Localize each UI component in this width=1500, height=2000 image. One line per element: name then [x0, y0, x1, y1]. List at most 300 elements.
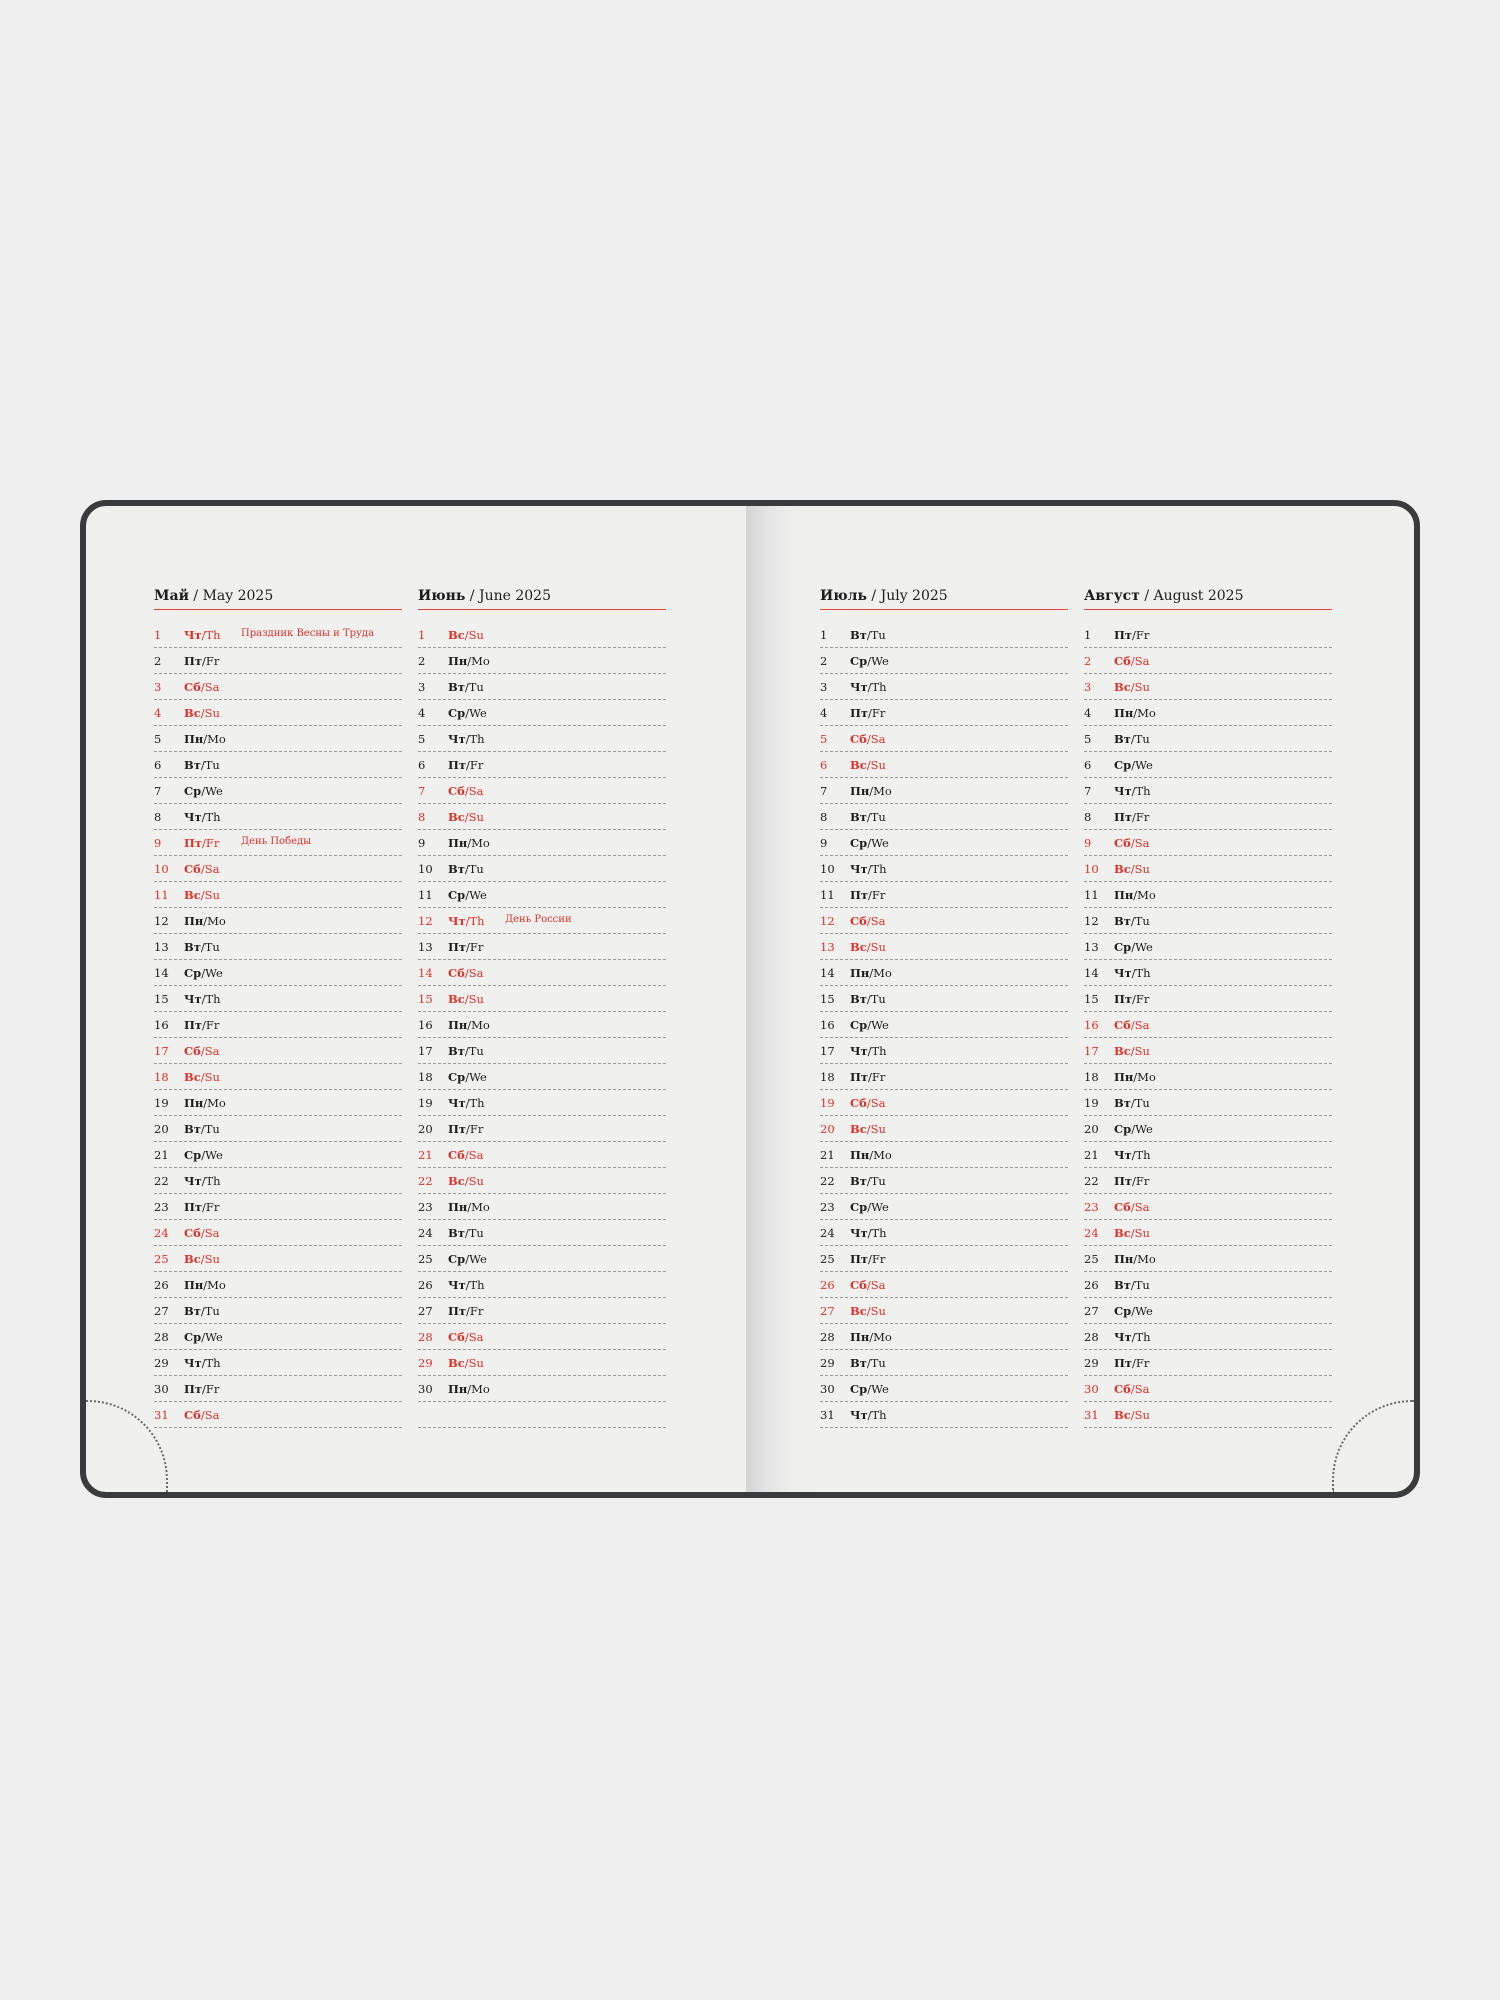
- day-row: [154, 1298, 402, 1324]
- day-number: 20: [154, 1122, 169, 1136]
- weekday-label: Чт/Th: [1114, 1330, 1151, 1344]
- day-row: [154, 1064, 402, 1090]
- day-number: 1: [820, 628, 828, 642]
- weekday-label: Пт/Fr: [850, 1070, 886, 1084]
- weekday-label: Сб/Sa: [448, 784, 484, 798]
- weekday-label: Вс/Su: [448, 810, 484, 824]
- weekday-label: Вт/Tu: [1114, 1278, 1150, 1292]
- weekday-label: Чт/Th: [448, 1096, 485, 1110]
- day-row: [154, 1376, 402, 1402]
- day-number: 26: [418, 1278, 433, 1292]
- weekday-label: Ср/We: [1114, 1304, 1153, 1318]
- weekday-label: Сб/Sa: [448, 966, 484, 980]
- weekday-label: Ср/We: [850, 1200, 889, 1214]
- day-row: [1084, 1116, 1332, 1142]
- day-number: 14: [1084, 966, 1099, 980]
- weekday-label: Сб/Sa: [184, 1408, 220, 1422]
- day-row: [154, 908, 402, 934]
- weekday-label: Вт/Tu: [850, 992, 886, 1006]
- weekday-label: Чт/Th: [850, 862, 887, 876]
- weekday-label: Вс/Su: [1114, 862, 1150, 876]
- day-row: [154, 1350, 402, 1376]
- weekday-label: Вс/Su: [184, 888, 220, 902]
- weekday-label: Пн/Mo: [184, 1096, 226, 1110]
- day-number: 2: [418, 654, 426, 668]
- day-row: [1084, 648, 1332, 674]
- weekday-label: Сб/Sa: [184, 1226, 220, 1240]
- day-number: 10: [820, 862, 835, 876]
- weekday-label: Вт/Tu: [184, 1304, 220, 1318]
- weekday-label: Вс/Su: [448, 992, 484, 1006]
- day-number: 2: [154, 654, 162, 668]
- day-number: 21: [418, 1148, 433, 1162]
- day-number: 30: [820, 1382, 835, 1396]
- day-row: [820, 960, 1068, 986]
- weekday-label: Вс/Su: [448, 628, 484, 642]
- weekday-label: Пн/Mo: [184, 1278, 226, 1292]
- weekday-label: Пн/Mo: [448, 836, 490, 850]
- weekday-label: Вт/Tu: [448, 680, 484, 694]
- day-row: [418, 908, 666, 934]
- day-number: 9: [820, 836, 828, 850]
- day-row: [820, 1324, 1068, 1350]
- weekday-label: Сб/Sa: [448, 1148, 484, 1162]
- month-column-may: [154, 586, 402, 1428]
- day-row: [820, 1272, 1068, 1298]
- month-name-ru: Июль: [820, 588, 867, 604]
- weekday-label: Вт/Tu: [184, 940, 220, 954]
- day-number: 30: [154, 1382, 169, 1396]
- day-row: [1084, 830, 1332, 856]
- day-number: 14: [418, 966, 433, 980]
- day-row: [1084, 674, 1332, 700]
- day-row: [1084, 1402, 1332, 1428]
- day-row: [1084, 1220, 1332, 1246]
- day-row: [418, 1064, 666, 1090]
- day-number: 23: [418, 1200, 433, 1214]
- planner-spread: [80, 500, 1420, 1498]
- day-row: [418, 1038, 666, 1064]
- day-row: [418, 1116, 666, 1142]
- day-number: 8: [418, 810, 426, 824]
- day-row: [1084, 1090, 1332, 1116]
- weekday-label: Чт/Th: [448, 1278, 485, 1292]
- day-row: [820, 1402, 1068, 1428]
- day-list: [154, 622, 402, 1428]
- day-number: 24: [418, 1226, 433, 1240]
- day-row: [154, 752, 402, 778]
- day-row: [820, 648, 1068, 674]
- weekday-label: Чт/Th: [850, 680, 887, 694]
- day-number: 25: [418, 1252, 433, 1266]
- day-row: [418, 1142, 666, 1168]
- day-row: [1084, 1142, 1332, 1168]
- month-header: Май / May 2025: [154, 586, 402, 610]
- day-number: 29: [1084, 1356, 1099, 1370]
- day-number: 28: [820, 1330, 835, 1344]
- day-number: 18: [418, 1070, 433, 1084]
- day-row: [154, 700, 402, 726]
- weekday-label: Сб/Sa: [184, 862, 220, 876]
- weekday-label: Сб/Sa: [1114, 1200, 1150, 1214]
- day-number: 17: [820, 1044, 835, 1058]
- weekday-label: Пт/Fr: [850, 1252, 886, 1266]
- weekday-label: Вт/Tu: [448, 1044, 484, 1058]
- day-row: [1084, 882, 1332, 908]
- month-name-ru: Август: [1084, 588, 1140, 604]
- day-number: 19: [418, 1096, 433, 1110]
- day-number: 26: [154, 1278, 169, 1292]
- month-name-en: June 2025: [478, 588, 551, 604]
- day-number: 8: [1084, 810, 1092, 824]
- weekday-label: Ср/We: [448, 706, 487, 720]
- weekday-label: Пт/Fr: [448, 940, 484, 954]
- day-row: [1084, 1324, 1332, 1350]
- day-number: 10: [154, 862, 169, 876]
- weekday-label: Сб/Sa: [448, 1330, 484, 1344]
- weekday-label: Пт/Fr: [184, 1200, 220, 1214]
- day-number: 22: [820, 1174, 835, 1188]
- day-number: 11: [154, 888, 169, 902]
- day-list: [820, 622, 1068, 1428]
- day-number: 26: [1084, 1278, 1099, 1292]
- day-row: [418, 1090, 666, 1116]
- weekday-label: Ср/We: [850, 1382, 889, 1396]
- day-number: 11: [418, 888, 433, 902]
- day-row: [820, 1142, 1068, 1168]
- weekday-label: Пт/Fr: [184, 1018, 220, 1032]
- day-row: [418, 700, 666, 726]
- day-number: 6: [154, 758, 162, 772]
- weekday-label: Сб/Sa: [850, 1278, 886, 1292]
- month-name-ru: Май: [154, 588, 189, 604]
- day-number: 31: [154, 1408, 169, 1422]
- day-row: [418, 648, 666, 674]
- day-row: [1084, 1376, 1332, 1402]
- weekday-label: Пн/Mo: [850, 784, 892, 798]
- day-row: [154, 674, 402, 700]
- day-number: 25: [820, 1252, 835, 1266]
- day-row: [820, 1064, 1068, 1090]
- weekday-label: Пт/Fr: [448, 1122, 484, 1136]
- weekday-label: Чт/Th: [184, 1174, 221, 1188]
- day-number: 19: [1084, 1096, 1099, 1110]
- day-row: [418, 830, 666, 856]
- holiday-label: День России: [505, 914, 572, 925]
- month-name-ru: Июнь: [418, 588, 466, 604]
- day-number: 9: [418, 836, 426, 850]
- weekday-label: Чт/Th: [184, 992, 221, 1006]
- day-row: [1084, 700, 1332, 726]
- weekday-label: Вт/Tu: [850, 810, 886, 824]
- weekday-label: Вс/Su: [184, 1252, 220, 1266]
- day-row: [820, 1298, 1068, 1324]
- day-number: 8: [820, 810, 828, 824]
- day-row: [820, 1116, 1068, 1142]
- day-number: 6: [1084, 758, 1092, 772]
- day-row: [154, 1246, 402, 1272]
- day-number: 13: [1084, 940, 1099, 954]
- day-row: [418, 1402, 666, 1428]
- weekday-label: Пн/Mo: [184, 732, 226, 746]
- weekday-label: Пн/Mo: [448, 1382, 490, 1396]
- day-row: [154, 1038, 402, 1064]
- day-number: 9: [154, 836, 162, 850]
- day-row: [820, 1012, 1068, 1038]
- day-row: [820, 882, 1068, 908]
- day-row: [418, 856, 666, 882]
- day-row: [820, 622, 1068, 648]
- weekday-label: Чт/Th: [184, 628, 221, 642]
- day-number: 3: [154, 680, 162, 694]
- day-number: 4: [1084, 706, 1092, 720]
- day-number: 21: [1084, 1148, 1099, 1162]
- day-row: [154, 726, 402, 752]
- weekday-label: Вс/Su: [448, 1174, 484, 1188]
- day-row: [154, 648, 402, 674]
- day-row: [820, 908, 1068, 934]
- weekday-label: Ср/We: [1114, 758, 1153, 772]
- day-number: 1: [154, 628, 162, 642]
- day-row: [154, 1194, 402, 1220]
- day-number: 29: [154, 1356, 169, 1370]
- day-row: [1084, 622, 1332, 648]
- day-number: 20: [418, 1122, 433, 1136]
- day-row: [418, 1376, 666, 1402]
- weekday-label: Сб/Sa: [850, 1096, 886, 1110]
- weekday-label: Вс/Su: [1114, 1044, 1150, 1058]
- day-row: [154, 804, 402, 830]
- day-row: [820, 778, 1068, 804]
- weekday-label: Вт/Tu: [448, 1226, 484, 1240]
- day-number: 27: [154, 1304, 169, 1318]
- day-row: [1084, 1272, 1332, 1298]
- weekday-label: Пн/Mo: [1114, 1252, 1156, 1266]
- weekday-label: Сб/Sa: [1114, 654, 1150, 668]
- day-number: 25: [154, 1252, 169, 1266]
- weekday-label: Ср/We: [850, 654, 889, 668]
- day-row: [418, 1194, 666, 1220]
- weekday-label: Вс/Su: [448, 1356, 484, 1370]
- day-row: [418, 804, 666, 830]
- weekday-label: Вт/Tu: [1114, 914, 1150, 928]
- weekday-label: Пн/Mo: [448, 1200, 490, 1214]
- weekday-label: Ср/We: [184, 1330, 223, 1344]
- day-number: 18: [820, 1070, 835, 1084]
- day-row: [820, 726, 1068, 752]
- weekday-label: Чт/Th: [850, 1226, 887, 1240]
- day-number: 29: [820, 1356, 835, 1370]
- day-row: [154, 830, 402, 856]
- day-number: 31: [1084, 1408, 1099, 1422]
- day-row: [418, 1246, 666, 1272]
- weekday-label: Пт/Fr: [1114, 1174, 1150, 1188]
- weekday-label: Пн/Mo: [1114, 706, 1156, 720]
- weekday-label: Пт/Fr: [1114, 992, 1150, 1006]
- weekday-label: Сб/Sa: [1114, 1018, 1150, 1032]
- day-row: [418, 1272, 666, 1298]
- day-row: [1084, 726, 1332, 752]
- day-row: [154, 1272, 402, 1298]
- day-number: 7: [820, 784, 828, 798]
- day-number: 20: [1084, 1122, 1099, 1136]
- day-number: 15: [418, 992, 433, 1006]
- day-number: 19: [154, 1096, 169, 1110]
- day-number: 7: [1084, 784, 1092, 798]
- day-row: [418, 960, 666, 986]
- day-row: [820, 1168, 1068, 1194]
- weekday-label: Пн/Mo: [448, 654, 490, 668]
- day-number: 18: [1084, 1070, 1099, 1084]
- weekday-label: Пт/Fr: [850, 706, 886, 720]
- day-number: 1: [1084, 628, 1092, 642]
- day-number: 17: [154, 1044, 169, 1058]
- day-row: [154, 1220, 402, 1246]
- day-row: [418, 778, 666, 804]
- month-header: Июль / July 2025: [820, 586, 1068, 610]
- day-row: [418, 1012, 666, 1038]
- day-number: 13: [154, 940, 169, 954]
- weekday-label: Вс/Su: [1114, 680, 1150, 694]
- day-number: 12: [820, 914, 835, 928]
- day-row: [1084, 778, 1332, 804]
- weekday-label: Чт/Th: [448, 732, 485, 746]
- day-row: [1084, 1194, 1332, 1220]
- day-row: [154, 960, 402, 986]
- weekday-label: Ср/We: [184, 784, 223, 798]
- day-row: [820, 830, 1068, 856]
- weekday-label: Пт/Fr: [184, 654, 220, 668]
- day-number: 3: [418, 680, 426, 694]
- day-row: [1084, 934, 1332, 960]
- day-number: 15: [154, 992, 169, 1006]
- day-row: [1084, 804, 1332, 830]
- day-number: 1: [418, 628, 426, 642]
- day-number: 9: [1084, 836, 1092, 850]
- day-row: [1084, 1064, 1332, 1090]
- day-number: 3: [820, 680, 828, 694]
- day-number: 14: [154, 966, 169, 980]
- day-number: 22: [154, 1174, 169, 1188]
- day-row: [1084, 1168, 1332, 1194]
- day-number: 5: [820, 732, 828, 746]
- weekday-label: Ср/We: [850, 836, 889, 850]
- weekday-label: Ср/We: [1114, 940, 1153, 954]
- day-number: 12: [418, 914, 433, 928]
- weekday-label: Чт/Th: [184, 810, 221, 824]
- weekday-label: Сб/Sa: [1114, 836, 1150, 850]
- holiday-label: Праздник Весны и Труда: [241, 628, 375, 639]
- weekday-label: Вт/Tu: [1114, 732, 1150, 746]
- weekday-label: Пт/Fr: [184, 1382, 220, 1396]
- day-number: 30: [418, 1382, 433, 1396]
- day-row: [820, 804, 1068, 830]
- day-row: [418, 622, 666, 648]
- day-row: [820, 1376, 1068, 1402]
- weekday-label: Пт/Fr: [184, 836, 220, 850]
- weekday-label: Вт/Tu: [850, 1356, 886, 1370]
- day-row: [820, 1194, 1068, 1220]
- day-row: [820, 1246, 1068, 1272]
- day-list: [1084, 622, 1332, 1428]
- weekday-label: Вт/Tu: [448, 862, 484, 876]
- day-row: [418, 1324, 666, 1350]
- day-row: [1084, 960, 1332, 986]
- weekday-label: Ср/We: [448, 1252, 487, 1266]
- weekday-label: Чт/Th: [184, 1356, 221, 1370]
- weekday-label: Вт/Tu: [184, 758, 220, 772]
- weekday-label: Пт/Fr: [1114, 810, 1150, 824]
- day-row: [154, 1142, 402, 1168]
- day-row: [154, 1116, 402, 1142]
- day-number: 17: [1084, 1044, 1099, 1058]
- day-row: [1084, 986, 1332, 1012]
- day-row: [820, 1350, 1068, 1376]
- weekday-label: Вс/Su: [184, 706, 220, 720]
- weekday-label: Вт/Tu: [850, 628, 886, 642]
- weekday-label: Сб/Sa: [850, 914, 886, 928]
- weekday-label: Вс/Su: [850, 758, 886, 772]
- day-row: [1084, 752, 1332, 778]
- month-column-july: [820, 586, 1068, 1428]
- day-number: 10: [418, 862, 433, 876]
- weekday-label: Пн/Mo: [448, 1018, 490, 1032]
- day-number: 18: [154, 1070, 169, 1084]
- day-row: [418, 1168, 666, 1194]
- day-number: 4: [418, 706, 426, 720]
- day-number: 13: [418, 940, 433, 954]
- day-row: [154, 882, 402, 908]
- weekday-label: Пт/Fr: [448, 1304, 484, 1318]
- day-row: [154, 856, 402, 882]
- day-number: 22: [418, 1174, 433, 1188]
- day-row: [820, 700, 1068, 726]
- day-row: [418, 1350, 666, 1376]
- day-number: 16: [820, 1018, 835, 1032]
- day-row: [1084, 908, 1332, 934]
- day-number: 11: [820, 888, 835, 902]
- weekday-label: Вс/Su: [1114, 1408, 1150, 1422]
- day-row: [154, 1168, 402, 1194]
- day-number: 24: [820, 1226, 835, 1240]
- book-spine: [746, 506, 816, 1492]
- day-number: 5: [154, 732, 162, 746]
- weekday-label: Ср/We: [184, 966, 223, 980]
- weekday-label: Пн/Mo: [850, 966, 892, 980]
- weekday-label: Ср/We: [1114, 1122, 1153, 1136]
- day-number: 7: [418, 784, 426, 798]
- weekday-label: Пт/Fr: [448, 758, 484, 772]
- day-row: [820, 1090, 1068, 1116]
- day-number: 22: [1084, 1174, 1099, 1188]
- holiday-label: День Победы: [241, 836, 312, 847]
- weekday-label: Вс/Su: [850, 1304, 886, 1318]
- weekday-label: Пт/Fr: [1114, 628, 1150, 642]
- day-number: 16: [1084, 1018, 1099, 1032]
- weekday-label: Ср/We: [184, 1148, 223, 1162]
- weekday-label: Чт/Th: [850, 1408, 887, 1422]
- day-row: [418, 1298, 666, 1324]
- month-column-june: [418, 586, 666, 1428]
- day-number: 25: [1084, 1252, 1099, 1266]
- day-number: 28: [154, 1330, 169, 1344]
- weekday-label: Вт/Tu: [1114, 1096, 1150, 1110]
- day-row: [154, 934, 402, 960]
- day-number: 14: [820, 966, 835, 980]
- day-number: 15: [820, 992, 835, 1006]
- day-number: 4: [820, 706, 828, 720]
- weekday-label: Вт/Tu: [184, 1122, 220, 1136]
